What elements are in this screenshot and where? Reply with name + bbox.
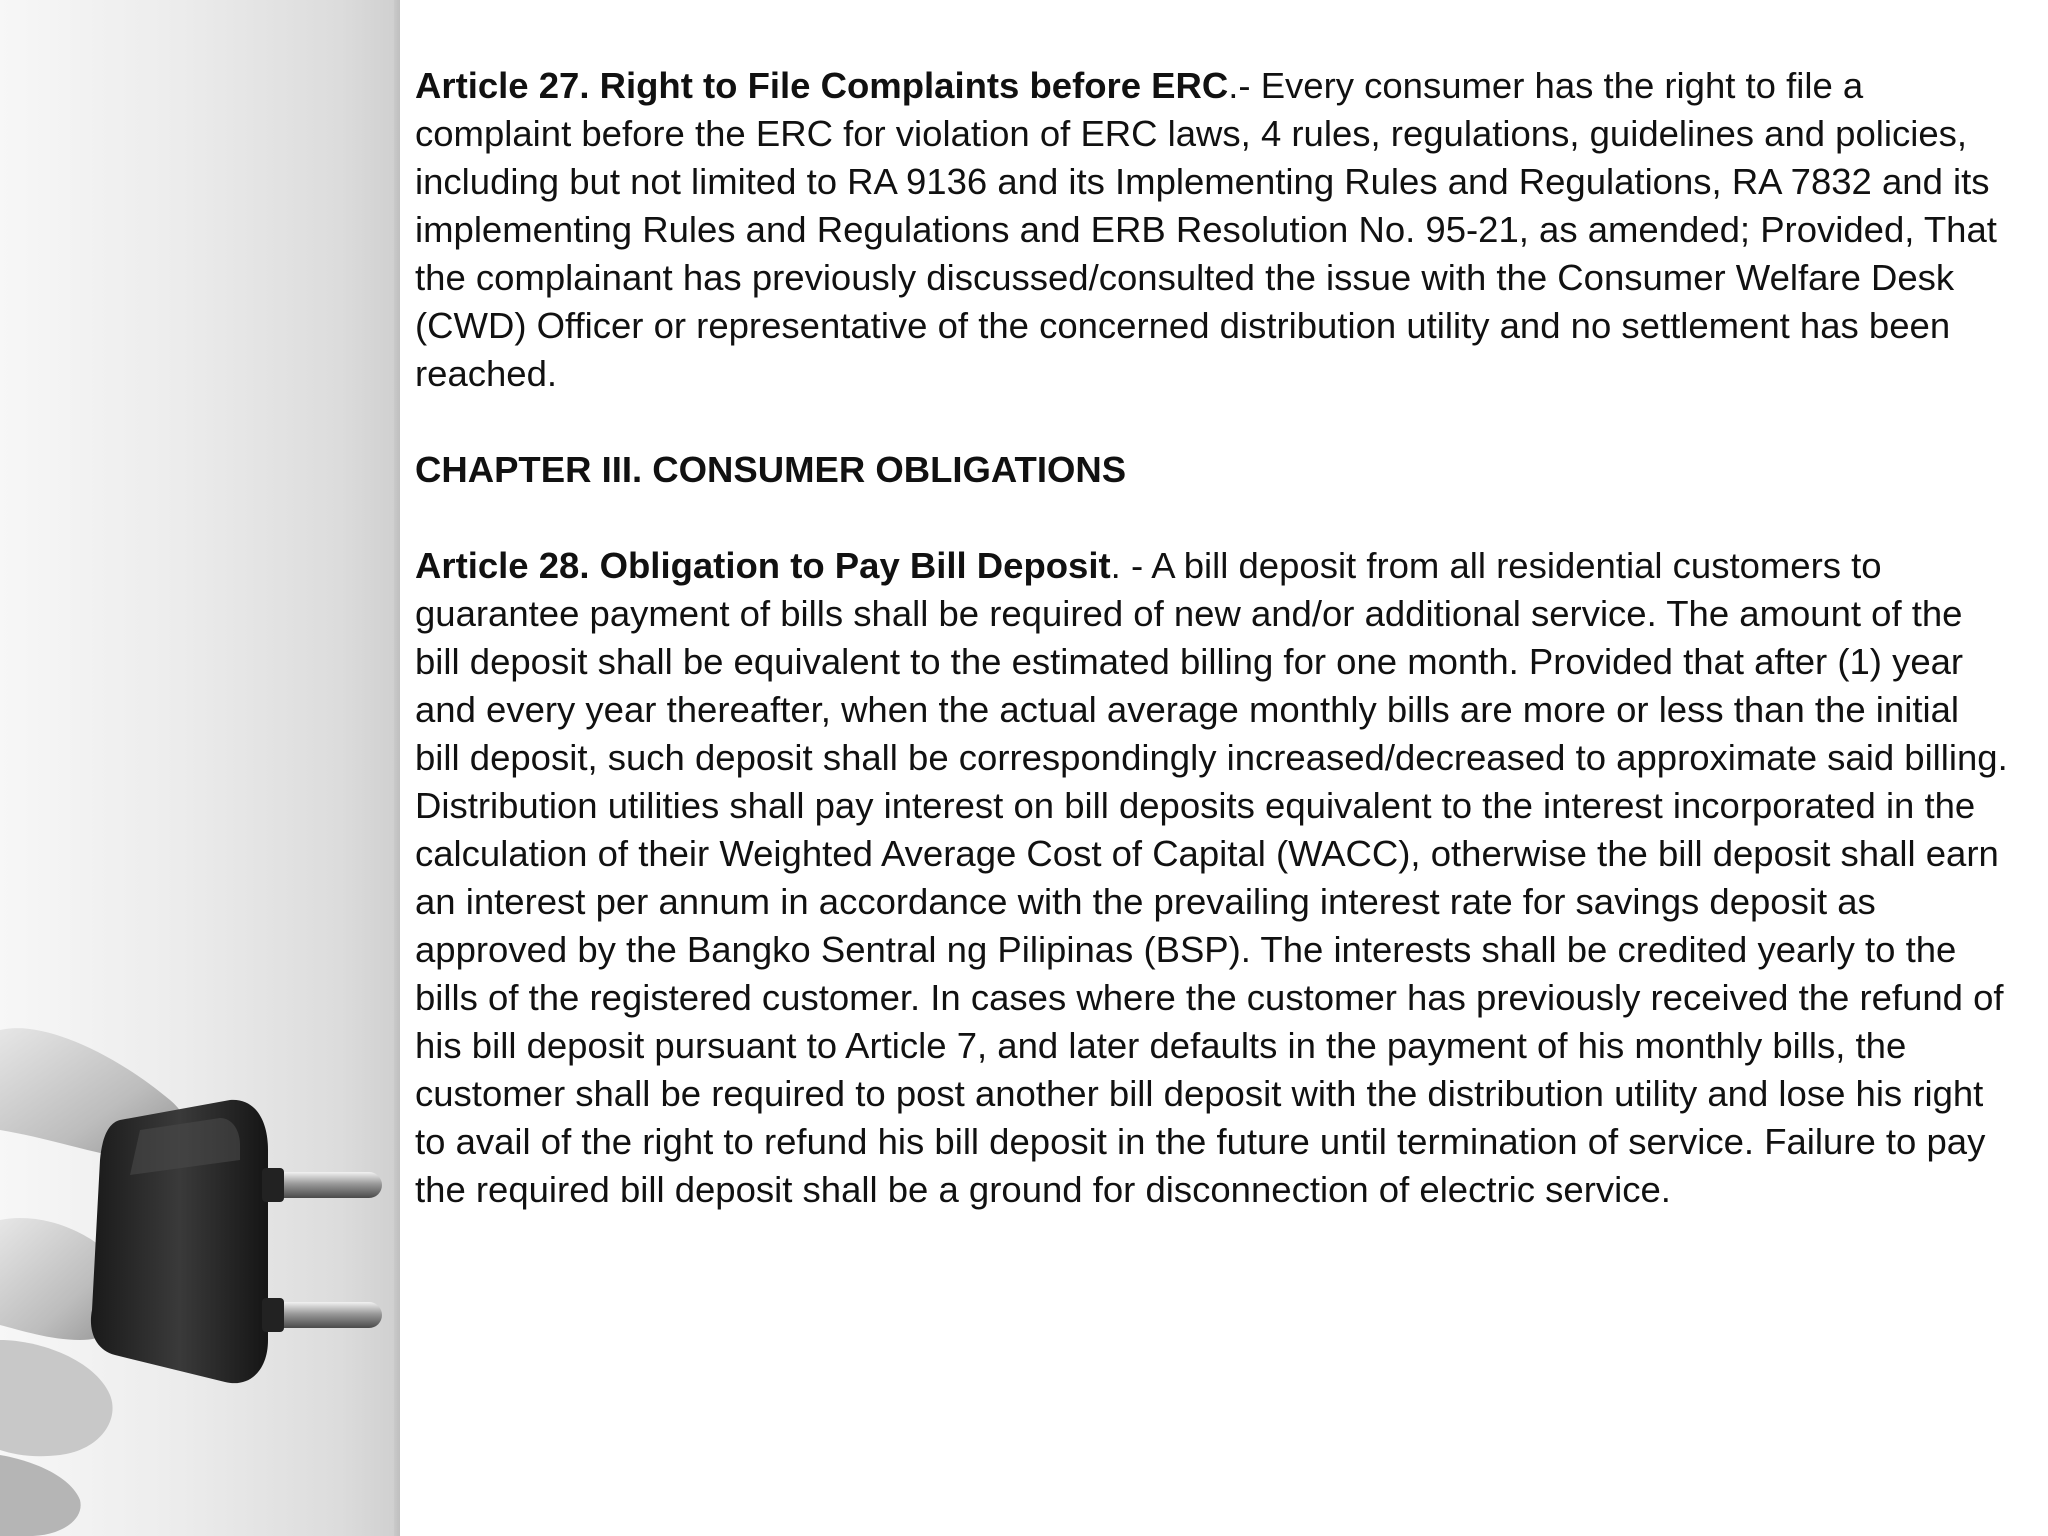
article-27-paragraph xyxy=(415,62,2010,398)
article-28-heading: Article 28. Obligation to Pay Bill Deposit xyxy=(415,545,1111,586)
document-content xyxy=(415,62,2010,1214)
chapter-title: CHAPTER III. CONSUMER OBLIGATIONS xyxy=(415,449,1127,490)
hand-holding-plug-icon xyxy=(0,1010,400,1536)
article-28-lead: . - xyxy=(1110,545,1152,586)
article-27-body: Every consumer has the right to file a complaint before the ERC for violation of ERC laws, 4 rules, regulations, guidelines and policies, including but not limited to RA 9136 and its Implementing Rules and Regulations, RA 7832 and its implementing Rules and Regulations and ERB Resolution No. 95-21, as amended; Provided, That the complainant has previously discussed/consulted the issue with the Consumer Welfare Desk (CWD) Officer or representative of the concerned distribution utility and no settlement has been reached. xyxy=(415,65,1997,394)
article-27-lead: .- xyxy=(1228,65,1261,106)
article-27-heading: Article 27. Right to File Complaints before ERC xyxy=(415,65,1229,106)
decorative-side-panel xyxy=(0,0,400,1536)
article-28-paragraph xyxy=(415,542,2010,1214)
article-28-body: A bill deposit from all residential customers to guarantee payment of bills shall be required of new and/or additional service. The amount of the bill deposit shall be equivalent to the estimated billing for one month. Provided that after (1) year and every year thereafter, when the actual average monthly bills are more or less than the initial bill deposit, such deposit shall be correspondingly increased/decreased to approximate said billing. Distribution utilities shall pay interest on bill deposits equivalent to the interest incorporated in the calculation of their Weighted Average Cost of Capital (WACC), otherwise the bill deposit shall earn an interest per annum in accordance with the prevailing interest rate for savings deposit as approved by the Bangko Sentral ng Pilipinas (BSP). The interests shall be credited yearly to the bills of the registered customer. In cases where the customer has previously received the refund of his bill deposit pursuant to Article 7, and later defaults in the payment of his monthly bills, the customer shall be required to post another bill deposit with the distribution utility and lose his right to avail of the right to refund his bill deposit in the future until termination of service. Failure to pay the required bill deposit shall be a ground for disconnection of electric service. xyxy=(415,545,2008,1210)
